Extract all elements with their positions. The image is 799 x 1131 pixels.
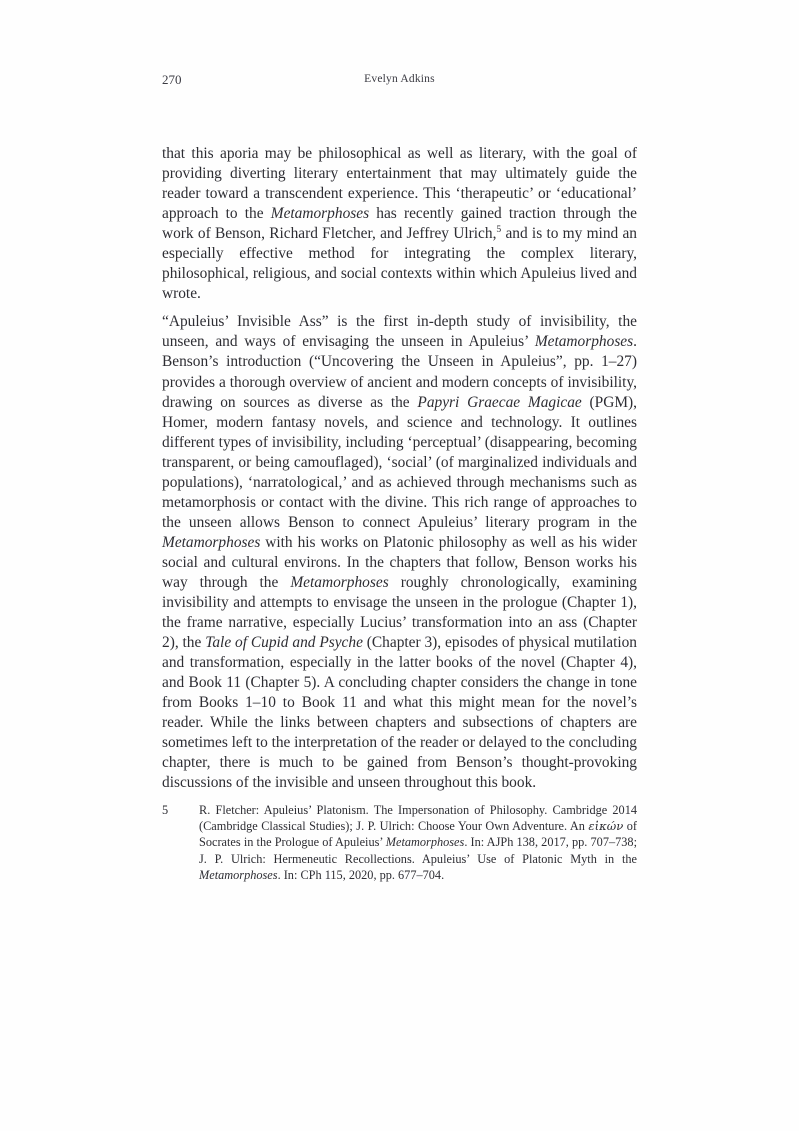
footnote-text: R. Fletcher: Apuleius’ Platonism. The Impersonation of Philosophy. Cambridge 2014 (Cambridge Classical Studies); J. P. Ulrich: Choose Your Own Adventure. An εἰκών of Socrates in the Prologue of Apuleius’ Metamorphoses. In: AJPh 138, 2017, pp. 707–738; J. P. Ulrich: Hermeneutic Recollections. Apuleius’ Use of Platonic Myth in the Metamorphoses. In: CPh 115, 2020, pp. 677–704. (199, 803, 637, 882)
page-number: 270 (162, 72, 182, 87)
running-head-author: Evelyn Adkins (364, 73, 435, 85)
paragraph-2: “Apuleius’ Invisible Ass” is the first in-depth study of invisibility, the unseen, and ways of envisaging the unseen in Apuleius’ Metamorphoses. Benson’s introduction (“Uncovering the Unseen in Apuleius”, pp. 1–27) provides a thorough overview of ancient and modern concepts of invisibility, drawing on sources as diverse as the Papyri Graecae Magicae (PGM), Homer, modern fantasy novels, and science and technology. It outlines different types of invisibility, including ‘perceptual’ (disappearing, becoming transparent, or being camouflaged), ‘social’ (of marginalized individuals and populations), ‘narratological,’ and as achieved through mechanisms such as metamorphosis or contact with the divine. This rich range of approaches to the unseen allows Benson to connect Apuleius’ literary program in the Metamorphoses with his works on Platonic philosophy as well as his wider social and cultural environs. In the chapters that follow, Benson works his way through the Metamorphoses roughly chronologically, examining invisibility and attempts to envisage the unseen in the prologue (Chapter 1), the frame narrative, especially Lucius’ transformation into an ass (Chapter 2), the Tale of Cupid and Psyche (Chapter 3), episodes of physical mutilation and transformation, especially in the latter books of the novel (Chapter 4), and Book 11 (Chapter 5). A concluding chapter considers the change in tone from Books 1–10 to Book 11 and what this might mean for the novel’s reader. While the links between chapters and subsections of chapters are sometimes left to the interpretation of the reader or delayed to the concluding chapter, there is much to be gained from Benson’s thought-provoking discussions of the invisible and unseen throughout this book. (162, 313, 638, 792)
footnote-area (162, 802, 637, 883)
paragraph-1: that this aporia may be philosophical as well as literary, with the goal of providing diverting literary entertainment that may ultimately guide the reader toward a transcendent experience. This ‘therapeutic’ or ‘educational’ approach to the Metamorphoses has recently gained traction through the work of Benson, Richard Fletcher, and Jeffrey Ulrich,$^5$ and is to my mind an especially effective method for integrating the complex literary, philosophical, religious, and social contexts within which Apuleius lived and wrote. (162, 145, 637, 303)
body-text-block (162, 144, 637, 794)
running-head (162, 72, 637, 92)
footnote-5 (162, 802, 637, 883)
footnote-number: 5 (162, 803, 169, 817)
